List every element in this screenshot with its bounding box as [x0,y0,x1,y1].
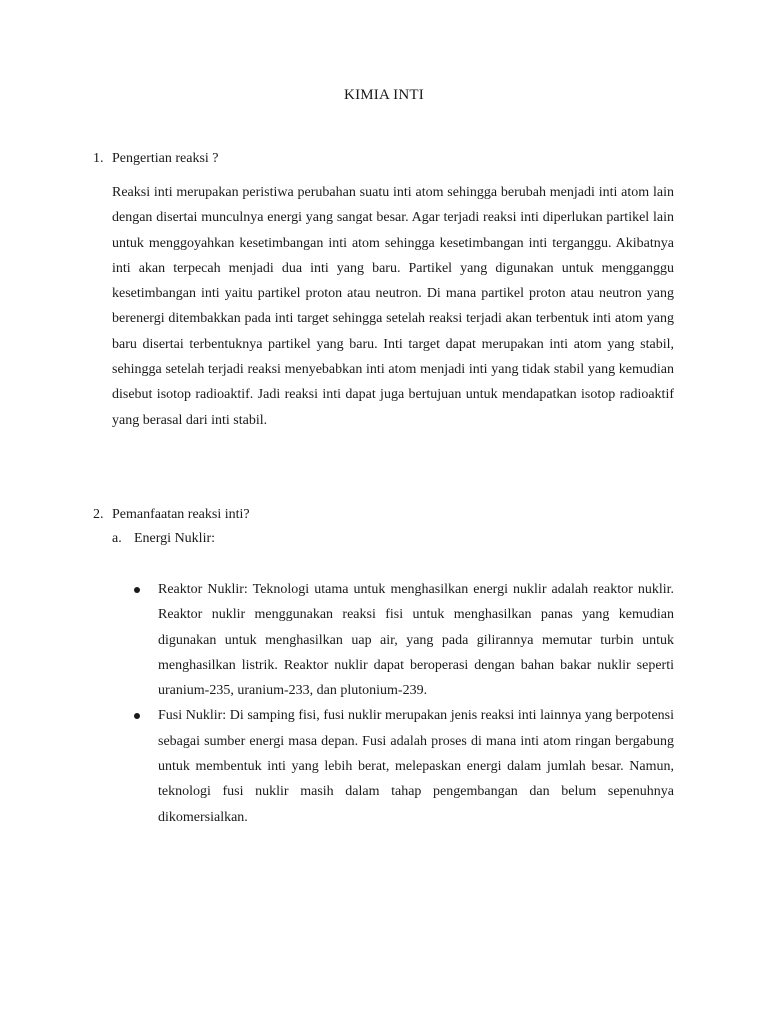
section-1-number: 1. [93,151,104,166]
section-2-heading [93,507,250,523]
bullet-text-reaktor-nuklir: Reaktor Nuklir: Teknologi utama untuk menghasilkan energi nuklir adalah reaktor nuklir. Reaktor nuklir menggunakan reaksi fisi untuk menghasilkan panas yang kemudian digunakan untuk menghasilkan uap air, yang pada gilirannya memutar turbin untuk menghasilkan listrik. Reaktor nuklir dapat beroperasi dengan bahan bakar nuklir seperti uranium-235, uranium-233, dan plutonium-239. [158,582,674,699]
section-2-number: 2. [93,507,104,522]
bullet-icon [134,587,140,593]
section-2-heading-text: Pemanfaatan reaksi inti? [112,507,250,522]
section-1-heading [93,151,219,167]
section-1-paragraph: Reaksi inti merupakan peristiwa perubahan suatu inti atom sehingga berubah menjadi inti atom lain dengan disertai munculnya energi yang sangat besar. Agar terjadi reaksi inti diperlukan partikel lain untuk menggoyahkan kesetimbangan inti atom sehingga kesetimbangan inti terganggu. Akibatnya inti akan terpecah menjadi dua inti yang baru. Partikel yang digunakan untuk mengganggu kesetimbangan inti yaitu partikel proton atau neutron. Di mana partikel proton atau neutron yang berenergi ditembakkan pada inti target sehingga setelah reaksi terjadi akan terbentuk inti atom yang baru disertai terbentuknya partikel yang baru. Inti target dapat merupakan inti atom yang stabil, sehingga setelah terjadi reaksi menyebabkan inti atom menjadi inti yang tidak stabil yang kemudian disebut isotop radioaktif. Jadi reaksi inti dapat juga bertujuan untuk mendapatkan isotop radioaktif yang berasal dari inti stabil. [112,185,674,428]
energy-bullet-list [134,577,674,830]
subsection-a-heading-text: Energi Nuklir: [134,531,216,546]
section-1-heading-text: Pengertian reaksi ? [112,151,219,166]
subsection-a-letter: a. [112,531,122,546]
list-item [134,703,674,829]
bullet-text-fusi-nuklir: Fusi Nuklir: Di samping fisi, fusi nuklir merupakan jenis reaksi inti lainnya yang berpotensi sebagai sumber energi masa depan. Fusi adalah proses di mana inti atom ringan bergabung untuk membentuk inti yang lebih berat, melepaskan energi dalam jumlah besar. Namun, teknologi fusi nuklir masih dalam tahap pengembangan dan belum sepenuhnya dikomersialkan. [158,708,674,825]
bullet-icon [134,713,140,719]
subsection-a-heading [112,531,215,547]
list-item [134,577,674,703]
document-title: KIMIA INTI [344,87,424,103]
